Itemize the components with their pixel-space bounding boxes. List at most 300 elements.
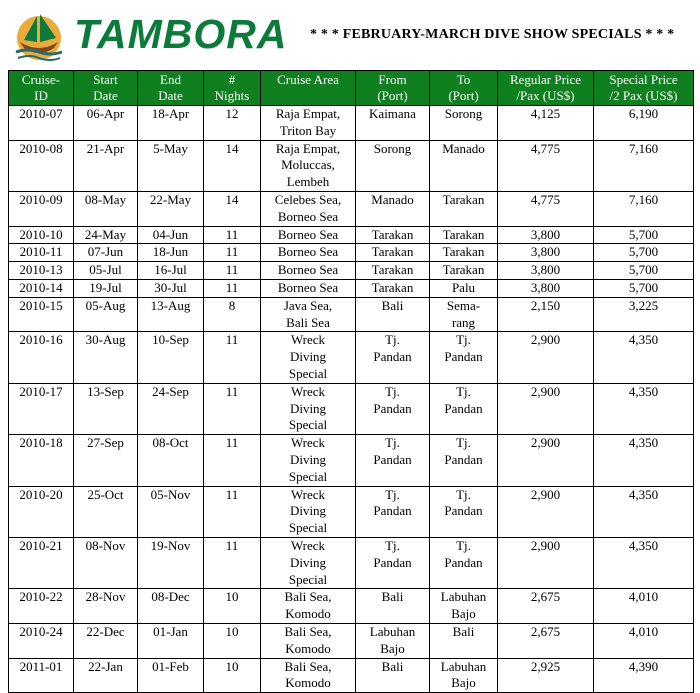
cell-value: 2010-13 xyxy=(19,262,63,278)
column-header-special-price xyxy=(594,71,694,106)
page-header xyxy=(0,0,700,70)
cell-value: Bali Sea, Komodo xyxy=(284,658,332,691)
cell-value: Labuhan Bajo xyxy=(440,589,487,622)
cell-cruise-area xyxy=(261,191,356,226)
cell-end-date xyxy=(138,106,204,141)
cell-value: 21-Apr xyxy=(86,140,125,156)
cell-to-port xyxy=(430,537,498,588)
cell-value: Sema- rang xyxy=(446,297,481,330)
cell-value: Tarakan xyxy=(442,262,485,278)
cell-value: Tj. Pandan xyxy=(444,332,483,365)
cell-end-date xyxy=(138,262,204,280)
cell-regular-price xyxy=(498,486,594,537)
cell-value: 2010-16 xyxy=(19,332,63,348)
column-header-label: Cruise Area xyxy=(277,72,339,87)
cell-regular-price xyxy=(498,589,594,624)
cell-value: Bali xyxy=(452,623,475,639)
table-row xyxy=(9,279,694,297)
cell-value: Tarakan xyxy=(371,226,414,242)
cell-value: 2010-24 xyxy=(19,623,63,639)
cell-to-port xyxy=(430,383,498,434)
cell-special-price xyxy=(594,226,694,244)
table-row xyxy=(9,262,694,280)
cell-start-date xyxy=(74,332,138,383)
cell-value: 05-Aug xyxy=(85,297,126,313)
cell-end-date xyxy=(138,332,204,383)
column-header-regular-price xyxy=(498,71,594,106)
cell-end-date xyxy=(138,623,204,658)
cell-value: 4,775 xyxy=(530,191,561,207)
cell-value: 8 xyxy=(228,297,236,313)
cell-value: 2010-11 xyxy=(19,244,63,260)
cell-to-port xyxy=(430,244,498,262)
cell-value: 4,350 xyxy=(628,383,659,399)
cell-from-port xyxy=(356,191,430,226)
cell-start-date xyxy=(74,435,138,486)
table-row xyxy=(9,486,694,537)
cell-from-port xyxy=(356,589,430,624)
cell-start-date xyxy=(74,623,138,658)
cell-cruise-area xyxy=(261,486,356,537)
table-row xyxy=(9,226,694,244)
cell-value: Tarakan xyxy=(442,226,485,242)
cell-end-date xyxy=(138,297,204,332)
cell-cruise-area xyxy=(261,623,356,658)
cell-value: Tarakan xyxy=(371,279,414,295)
cell-value: Sorong xyxy=(373,140,412,156)
cell-value: Wreck Diving Special xyxy=(288,332,328,381)
cell-to-port xyxy=(430,658,498,693)
cell-cruise-id xyxy=(9,537,74,588)
cell-value: 2010-08 xyxy=(19,140,63,156)
table-row xyxy=(9,106,694,141)
cell-to-port xyxy=(430,191,498,226)
cell-value: 19-Nov xyxy=(150,537,191,553)
cell-value: Celebes Sea, Borneo Sea xyxy=(274,191,342,224)
cell-value: 11 xyxy=(225,383,239,399)
cell-value: 27-Sep xyxy=(87,435,124,451)
cell-nights xyxy=(204,226,261,244)
cell-value: 05-Nov xyxy=(150,486,191,502)
cell-value: 14 xyxy=(225,191,239,207)
cell-value: 5,700 xyxy=(628,262,659,278)
cell-value: Tarakan xyxy=(371,244,414,260)
cell-regular-price xyxy=(498,537,594,588)
cell-cruise-id xyxy=(9,106,74,141)
cell-start-date xyxy=(74,537,138,588)
cell-from-port xyxy=(356,226,430,244)
cell-special-price xyxy=(594,244,694,262)
cell-value: 08-Dec xyxy=(151,589,190,605)
cell-special-price xyxy=(594,332,694,383)
cell-cruise-id xyxy=(9,486,74,537)
cell-regular-price xyxy=(498,623,594,658)
column-header-label: Start Date xyxy=(93,72,118,103)
cell-value: Manado xyxy=(371,191,414,207)
cell-value: 11 xyxy=(225,279,239,295)
table-row xyxy=(9,658,694,693)
cell-value: 24-Sep xyxy=(152,383,189,399)
cell-value: 08-May xyxy=(84,191,127,207)
cell-value: 4,010 xyxy=(628,623,659,639)
cell-nights xyxy=(204,589,261,624)
column-header-label: End Date xyxy=(158,72,183,103)
cell-value: Wreck Diving Special xyxy=(288,383,328,433)
cell-value: 5,700 xyxy=(628,244,659,260)
cell-regular-price xyxy=(498,262,594,280)
cell-end-date xyxy=(138,140,204,191)
cell-value: 3,800 xyxy=(530,279,561,295)
page-headline: * * * FEBRUARY-MARCH DIVE SHOW SPECIALS * * * xyxy=(310,27,675,42)
cell-from-port xyxy=(356,486,430,537)
cell-regular-price xyxy=(498,106,594,141)
cell-cruise-id xyxy=(9,658,74,693)
cell-value: 4,350 xyxy=(628,435,659,451)
cell-nights xyxy=(204,244,261,262)
cell-end-date xyxy=(138,191,204,226)
cell-value: 2,900 xyxy=(530,435,561,451)
cell-special-price xyxy=(594,658,694,693)
cell-start-date xyxy=(74,191,138,226)
table-row xyxy=(9,244,694,262)
column-header-cruise-area xyxy=(261,71,356,106)
cell-value: Tj. Pandan xyxy=(373,537,412,570)
cell-value: 24-May xyxy=(84,226,127,242)
cell-to-port xyxy=(430,486,498,537)
cell-end-date xyxy=(138,383,204,434)
cell-value: 11 xyxy=(225,244,239,260)
cell-value: Wreck Diving Special xyxy=(288,486,328,536)
cell-cruise-area xyxy=(261,262,356,280)
cell-cruise-id xyxy=(9,297,74,332)
cell-end-date xyxy=(138,589,204,624)
cell-cruise-id xyxy=(9,262,74,280)
cell-value: 08-Oct xyxy=(152,435,189,451)
cell-value: 22-May xyxy=(149,191,192,207)
cell-start-date xyxy=(74,106,138,141)
cell-value: Borneo Sea xyxy=(277,262,339,278)
cell-value: 01-Feb xyxy=(152,658,189,674)
cell-nights xyxy=(204,106,261,141)
cell-value: Bali xyxy=(381,589,404,605)
cell-to-port xyxy=(430,279,498,297)
cell-value: 10 xyxy=(225,589,239,605)
cell-value: 3,800 xyxy=(530,244,561,260)
cell-end-date xyxy=(138,244,204,262)
cell-value: Tj. Pandan xyxy=(373,383,412,416)
cell-value: Palu xyxy=(451,279,476,295)
cell-to-port xyxy=(430,435,498,486)
cell-value: 22-Jan xyxy=(88,658,123,674)
cell-from-port xyxy=(356,623,430,658)
cell-start-date xyxy=(74,297,138,332)
cell-from-port xyxy=(356,140,430,191)
cell-start-date xyxy=(74,262,138,280)
cell-special-price xyxy=(594,383,694,434)
cell-start-date xyxy=(74,279,138,297)
cell-regular-price xyxy=(498,383,594,434)
cell-value: Tj. Pandan xyxy=(444,435,483,467)
column-header-label: # Nights xyxy=(214,72,250,103)
cell-value: 2011-01 xyxy=(19,658,63,674)
cell-nights xyxy=(204,383,261,434)
cell-special-price xyxy=(594,140,694,191)
cell-value: 28-Nov xyxy=(85,589,126,605)
column-header-nights xyxy=(204,71,261,106)
cell-to-port xyxy=(430,589,498,624)
cell-value: 4,390 xyxy=(628,658,659,674)
cruise-schedule-table xyxy=(8,70,694,693)
cell-value: Labuhan Bajo xyxy=(440,658,487,691)
cell-nights xyxy=(204,279,261,297)
cell-start-date xyxy=(74,486,138,537)
cell-regular-price xyxy=(498,435,594,486)
cell-nights xyxy=(204,332,261,383)
cell-end-date xyxy=(138,435,204,486)
cell-value: 12 xyxy=(225,106,239,121)
cell-nights xyxy=(204,623,261,658)
cell-value: Tj. Pandan xyxy=(373,435,412,467)
cell-value: 4,125 xyxy=(530,106,561,121)
column-header-start-date xyxy=(74,71,138,106)
cell-cruise-area xyxy=(261,537,356,588)
cell-special-price xyxy=(594,297,694,332)
cell-value: 10 xyxy=(225,623,239,639)
cell-cruise-id xyxy=(9,244,74,262)
cell-value: 18-Jun xyxy=(152,244,189,260)
cell-regular-price xyxy=(498,658,594,693)
cell-value: 2010-09 xyxy=(19,191,63,207)
cell-nights xyxy=(204,191,261,226)
cell-value: 11 xyxy=(225,262,239,278)
cell-regular-price xyxy=(498,244,594,262)
cell-start-date xyxy=(74,658,138,693)
cell-cruise-id xyxy=(9,383,74,434)
column-header-label: To (Port) xyxy=(448,72,479,103)
cell-start-date xyxy=(74,589,138,624)
table-row xyxy=(9,435,694,486)
table-row xyxy=(9,383,694,434)
cell-value: 2,150 xyxy=(530,297,561,313)
column-header-label: From (Port) xyxy=(377,72,408,103)
cell-nights xyxy=(204,435,261,486)
cell-value: Sorong xyxy=(444,106,483,121)
cell-value: 2,925 xyxy=(530,658,561,674)
cell-value: 16-Jul xyxy=(154,262,187,278)
cell-nights xyxy=(204,262,261,280)
cell-value: 5,700 xyxy=(628,226,659,242)
table-row xyxy=(9,191,694,226)
cell-value: Tj. Pandan xyxy=(444,537,483,570)
cell-nights xyxy=(204,486,261,537)
cell-cruise-area xyxy=(261,106,356,141)
column-header-label: Special Price /2 Pax (US$) xyxy=(609,72,678,103)
cell-value: Labuhan Bajo xyxy=(369,623,416,656)
cell-value: 07-Jun xyxy=(87,244,124,260)
cell-value: 4,350 xyxy=(628,332,659,348)
cell-nights xyxy=(204,297,261,332)
cell-value: 3,800 xyxy=(530,226,561,242)
cell-value: 2,675 xyxy=(530,623,561,639)
cell-value: 05-Jul xyxy=(89,262,122,278)
cell-value: 4,350 xyxy=(628,486,659,502)
cell-value: 11 xyxy=(225,486,239,502)
column-header-cruise-id xyxy=(9,71,74,106)
tambora-boat-logo-icon xyxy=(10,8,68,62)
cell-cruise-area xyxy=(261,435,356,486)
cell-cruise-id xyxy=(9,191,74,226)
cell-value: 30-Aug xyxy=(85,332,126,348)
cell-cruise-area xyxy=(261,383,356,434)
cell-value: Tj. Pandan xyxy=(373,486,412,519)
cell-special-price xyxy=(594,191,694,226)
cell-value: 19-Jul xyxy=(89,279,122,295)
cell-to-port xyxy=(430,262,498,280)
cell-value: 14 xyxy=(225,140,239,156)
cell-cruise-area xyxy=(261,297,356,332)
cell-value: 11 xyxy=(225,226,239,242)
cell-cruise-area xyxy=(261,279,356,297)
cell-value: 2,900 xyxy=(530,332,561,348)
cell-start-date xyxy=(74,383,138,434)
cell-to-port xyxy=(430,332,498,383)
cell-value: 6,190 xyxy=(628,106,659,121)
column-header-label: Cruise- ID xyxy=(21,72,61,103)
cell-cruise-id xyxy=(9,332,74,383)
cell-value: 7,160 xyxy=(628,191,659,207)
cell-value: 7,160 xyxy=(628,140,659,156)
cell-value: Borneo Sea xyxy=(277,279,339,295)
cell-value: 2010-17 xyxy=(19,383,63,399)
cell-value: 2010-20 xyxy=(19,486,63,502)
cell-value: 2,900 xyxy=(530,486,561,502)
cell-value: Manado xyxy=(442,140,485,156)
cell-value: 13-Aug xyxy=(150,297,191,313)
cell-value: Tarakan xyxy=(371,262,414,278)
cell-cruise-id xyxy=(9,589,74,624)
cell-value: Wreck Diving Special xyxy=(288,435,328,484)
cell-from-port xyxy=(356,297,430,332)
cell-value: 22-Dec xyxy=(86,623,125,639)
cell-value: 30-Jul xyxy=(154,279,187,295)
cell-value: Tarakan xyxy=(442,244,485,260)
column-header-label: Regular Price /Pax (US$) xyxy=(509,72,582,103)
cell-value: Kaimana xyxy=(369,106,416,121)
cell-value: Tj. Pandan xyxy=(373,332,412,365)
cell-nights xyxy=(204,658,261,693)
cell-value: 2,900 xyxy=(530,383,561,399)
cell-value: Bali Sea, Komodo xyxy=(284,623,332,656)
cell-value: 13-Sep xyxy=(87,383,124,399)
cell-special-price xyxy=(594,589,694,624)
cell-value: 2,675 xyxy=(530,589,561,605)
cell-value: 2,900 xyxy=(530,537,561,553)
cell-start-date xyxy=(74,226,138,244)
cell-value: 4,010 xyxy=(628,589,659,605)
cell-regular-price xyxy=(498,226,594,244)
cell-value: 5,700 xyxy=(628,279,659,295)
cell-special-price xyxy=(594,486,694,537)
cell-regular-price xyxy=(498,279,594,297)
cell-cruise-area xyxy=(261,244,356,262)
cell-value: Bali xyxy=(381,658,404,674)
cell-regular-price xyxy=(498,297,594,332)
cell-from-port xyxy=(356,332,430,383)
cell-start-date xyxy=(74,244,138,262)
cell-special-price xyxy=(594,623,694,658)
cell-value: Borneo Sea xyxy=(277,244,339,260)
cell-value: 10-Sep xyxy=(152,332,189,348)
cell-value: 08-Nov xyxy=(85,537,126,553)
cell-end-date xyxy=(138,486,204,537)
cell-nights xyxy=(204,140,261,191)
cell-start-date xyxy=(74,140,138,191)
cell-value: 11 xyxy=(225,435,239,451)
cell-value: 11 xyxy=(225,537,239,553)
cell-from-port xyxy=(356,279,430,297)
cell-cruise-area xyxy=(261,589,356,624)
cell-regular-price xyxy=(498,332,594,383)
cell-value: 06-Apr xyxy=(86,106,125,121)
table-row xyxy=(9,623,694,658)
cell-value: 11 xyxy=(225,332,239,348)
cell-value: 2010-22 xyxy=(19,589,63,605)
cell-from-port xyxy=(356,383,430,434)
cell-value: 3,800 xyxy=(530,262,561,278)
cell-value: Borneo Sea xyxy=(277,226,339,242)
cell-value: 2010-15 xyxy=(19,297,63,313)
cell-value: 01-Jan xyxy=(153,623,188,639)
cell-end-date xyxy=(138,279,204,297)
cell-from-port xyxy=(356,435,430,486)
cell-cruise-area xyxy=(261,658,356,693)
cell-special-price xyxy=(594,262,694,280)
cell-from-port xyxy=(356,244,430,262)
cell-value: Bali xyxy=(381,297,404,313)
table-row xyxy=(9,140,694,191)
table-row xyxy=(9,537,694,588)
cell-to-port xyxy=(430,140,498,191)
cell-end-date xyxy=(138,226,204,244)
cell-value: Wreck Diving Special xyxy=(288,537,328,587)
cell-value: 3,225 xyxy=(628,297,659,313)
cell-cruise-area xyxy=(261,226,356,244)
cell-special-price xyxy=(594,537,694,588)
cell-value: 5-May xyxy=(153,140,188,156)
cell-from-port xyxy=(356,262,430,280)
column-header-from-port xyxy=(356,71,430,106)
cell-special-price xyxy=(594,279,694,297)
cell-regular-price xyxy=(498,140,594,191)
cell-nights xyxy=(204,537,261,588)
cell-value: 4,775 xyxy=(530,140,561,156)
column-header-to-port xyxy=(430,71,498,106)
cell-value: 04-Jun xyxy=(152,226,189,242)
cell-value: 4,350 xyxy=(628,537,659,553)
cell-to-port xyxy=(430,106,498,141)
cell-special-price xyxy=(594,435,694,486)
cell-cruise-area xyxy=(261,140,356,191)
cell-value: Raja Empat, Triton Bay xyxy=(275,106,341,138)
cell-value: 10 xyxy=(225,658,239,674)
cell-special-price xyxy=(594,106,694,141)
cell-value: Java Sea, Bali Sea xyxy=(283,297,333,330)
cell-value: 2010-21 xyxy=(19,537,63,553)
cell-value: Raja Empat, Moluccas, Lembeh xyxy=(275,140,341,190)
cell-value: 25-Oct xyxy=(87,486,124,502)
cell-from-port xyxy=(356,106,430,141)
cell-value: Tj. Pandan xyxy=(444,383,483,416)
